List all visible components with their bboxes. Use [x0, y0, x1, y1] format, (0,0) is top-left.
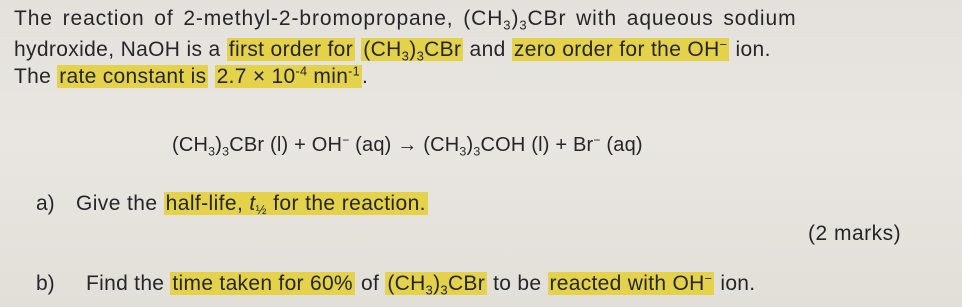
superscript: −: [593, 132, 601, 147]
text: CBr: [447, 272, 486, 295]
part-b-label: b): [36, 272, 55, 295]
subscript: 3: [519, 17, 528, 33]
highlight-reacted-with: [548, 272, 715, 295]
highlight-reactant: [385, 272, 487, 298]
text: (aq): [600, 134, 643, 156]
half-life-symbol: t: [249, 192, 256, 215]
text: ion.: [714, 272, 756, 295]
subscript: 3: [440, 282, 448, 298]
text: (CH: [363, 38, 402, 61]
part-a-label: a): [36, 192, 55, 215]
subscript: 3: [425, 282, 434, 298]
text: ): [215, 134, 223, 156]
text: Give the: [76, 192, 164, 215]
text: [208, 65, 214, 88]
reaction-equation: [172, 133, 643, 157]
superscript: −: [719, 37, 728, 52]
superscript: -1: [348, 64, 360, 79]
text: of: [354, 272, 386, 295]
text: min: [307, 65, 349, 88]
text: for the reaction.: [266, 192, 426, 215]
highlight-zero-order: [512, 38, 729, 61]
highlight-rate-constant-value: [215, 65, 362, 88]
highlight-half-life: [164, 192, 428, 215]
text: (aq) → (CH: [349, 134, 460, 156]
text: half-life,: [165, 192, 250, 215]
superscript: -4: [295, 64, 308, 79]
subscript: 3: [222, 144, 230, 159]
text: hydroxide, NaOH is a: [14, 38, 227, 61]
question-line-3: [14, 65, 368, 89]
text: zero order for the OH: [513, 38, 720, 61]
superscript: −: [704, 271, 713, 286]
text: The: [14, 65, 58, 88]
text: COH (l) + Br: [480, 134, 594, 156]
text: Find the: [86, 272, 171, 295]
text: ): [466, 134, 474, 156]
superscript: −: [342, 132, 350, 147]
part-a-marks: (2 marks): [808, 222, 902, 245]
text: CBr (l) + OH: [229, 134, 343, 156]
highlight-reactant: [361, 38, 463, 64]
subscript: 3: [503, 17, 512, 33]
text: 2.7 × 10: [216, 65, 296, 88]
part-a-question: [76, 192, 428, 222]
subscript: 3: [473, 144, 481, 159]
highlight-time-taken: time taken for 60%: [172, 272, 353, 295]
text: and: [463, 38, 512, 61]
subscript: ½: [255, 201, 267, 217]
part-b-question: [86, 272, 755, 296]
text: ): [409, 38, 417, 61]
text: CBr with aqueous sodium: [527, 7, 797, 30]
text: ion.: [729, 38, 771, 61]
text: (CH: [387, 272, 426, 295]
text: .: [361, 65, 369, 88]
question-line-1: [14, 7, 796, 31]
subscript: 3: [401, 48, 410, 64]
text: ): [511, 7, 520, 30]
highlight-first-order: first order for: [228, 38, 354, 61]
subscript: 3: [416, 48, 425, 64]
text: ): [433, 272, 441, 295]
text: The reaction of 2-methyl-2-bromopropane, (CH: [14, 7, 504, 30]
subscript: 3: [459, 144, 467, 159]
text: (CH: [172, 134, 209, 156]
highlight-rate-constant-label: rate constant is: [59, 65, 207, 88]
text: reacted with OH: [549, 272, 705, 295]
text: CBr: [424, 38, 462, 61]
subscript: 3: [208, 144, 216, 159]
text: to be: [487, 272, 548, 295]
question-line-2: [14, 38, 771, 62]
